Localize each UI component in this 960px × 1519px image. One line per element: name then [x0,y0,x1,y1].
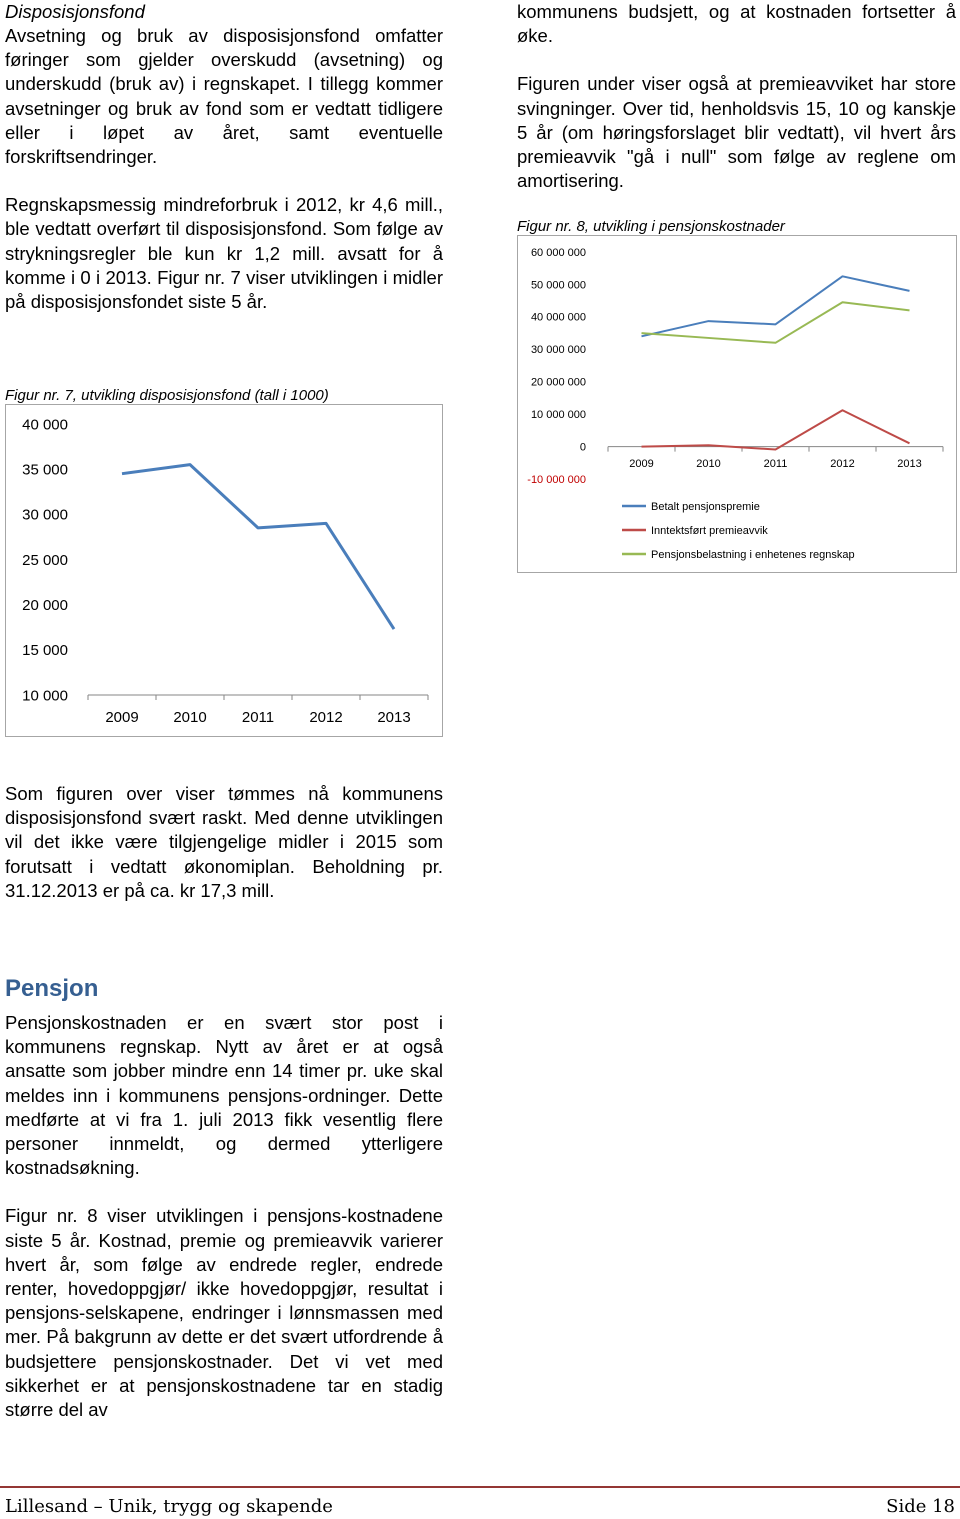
paragraph: Regnskapsmessig mindreforbruk i 2012, kr 4,6 mill., ble vedtatt overført til disposisjonsfond. Som følge av strykningsregler ble kun kr 1,2 mill. avsatt for å komme i 0 i 2013. Figur nr. 7 viser utviklingen i midler på disposisjonsfondet siste 5 år. [5,194,443,313]
y-tick-label: 50 000 000 [530,279,586,292]
x-tick-label: 2009 [105,709,139,726]
disposisjonsfond-heading: Disposisjonsfond [5,1,145,22]
y-tick-label: 30 000 000 [530,344,586,357]
paragraph: Som figuren over viser tømmes nå kommunens disposisjonsfond svært raskt. Med denne utviklingen vil det ikke være tilgjengelige midler i 2015 som forutsatt i vedtatt økonomiplan. Beholdning pr. 31.12.2013 er på ca. kr 17,3 mill. [5,783,443,901]
y-tick-label: 60 000 000 [530,246,586,259]
right-column-top [517,0,956,193]
y-tick-label: 15 000 [22,642,68,660]
series-line [642,302,910,343]
paragraph: Figur nr. 8 viser utviklingen i pensjons-kostnadene siste 5 år. Kostnad, premie og premieavvik varierer hvert år, som følge av endrede regler, endrede renter, hovedoppgjør/ ikke hovedoppgjør, resultat i pensjons-selskapene, endringer i lønnsmassen med mer. På bakgrunn av dette er det svært utfordrende å budsjettere pensjonskostnader. Det vi vet med sikkerhet er at pensjonskostnadene tar en stadig større del av [5,1205,443,1421]
x-tick-label: 2012 [309,709,343,726]
y-tick-label: 20 000 000 [530,376,586,389]
paragraph: Figuren under viser også at premieavviket har store svingninger. Over tid, henholdsvis 15, 10 og kanskje 5 år (om høringsforslaget blir vedtatt), vil hvert års premieavvik "gå i null" som følge av reglene om amortisering. [517,73,956,192]
left-column-top [5,0,443,314]
y-tick-label: 40 000 [22,416,68,434]
y-tick-label: 10 000 [22,687,68,705]
pensjon-heading: Pensjon [5,975,99,1002]
legend-label: Pensjonsbelastning i enhetenes regnskap [651,549,855,561]
left-column-middle [5,782,443,903]
x-tick-label: 2012 [830,458,855,470]
x-tick-label: 2010 [696,458,721,470]
y-tick-label: 25 000 [22,551,68,569]
series-line [122,465,394,629]
left-column-bottom [5,1011,443,1422]
x-tick-label: 2011 [241,709,275,726]
paragraph: kommunens budsjett, og at kostnaden fortsetter å øke. [517,1,956,47]
legend-label: Inntektsført premieavvik [651,525,768,537]
y-tick-label: 20 000 [22,596,68,614]
x-tick-label: 2013 [377,709,411,726]
figure-7-chart [5,404,443,737]
x-tick-label: 2009 [629,458,654,470]
y-tick-label: 40 000 000 [530,311,586,324]
y-tick-label: 10 000 000 [530,408,586,421]
y-tick-label: 35 000 [22,461,68,479]
x-tick-label: 2013 [897,458,922,470]
x-tick-label: 2010 [173,709,207,726]
figure-8-caption: Figur nr. 8, utvikling i pensjonskostnader [517,218,785,235]
paragraph: Avsetning og bruk av disposisjonsfond omfatter føringer som gjelder overskudd (avsetning) og underskudd (bruk av) i regnskapet. I tillegg kommer avsetninger og bruk av fond som er vedtatt tidligere eller i løpet av året, samt eventuelle forskriftsendringer. [5,25,443,168]
legend-label: Betalt pensjonspremie [651,501,760,513]
y-tick-label: -10 000 000 [527,473,586,486]
series-line [642,410,910,449]
y-tick-label: 0 [579,441,586,454]
figure-7-caption: Figur nr. 7, utvikling disposisjonsfond (tall i 1000) [5,387,329,404]
y-tick-label: 30 000 [22,506,68,524]
figure-8-svg [518,236,956,572]
figure-7-svg [6,405,442,736]
footer-rule [0,1486,960,1488]
footer-left: Lillesand – Unik, trygg og skapende [5,1496,333,1517]
figure-8-chart [517,235,957,573]
x-tick-label: 2011 [763,458,788,470]
paragraph: Pensjonskostnaden er en svært stor post i kommunens regnskap. Nytt av året er at også ansatte som jobber mindre enn 14 timer pr. uke skal meldes inn i kommunens pensjons-ordninger. Dette medførte at vi fra 1. juli 2013 fikk vesentlig flere personer innmeldt, og dermed ytterligere kostnadsøkning. [5,1012,443,1179]
footer-page-number: Side 18 [886,1496,955,1517]
